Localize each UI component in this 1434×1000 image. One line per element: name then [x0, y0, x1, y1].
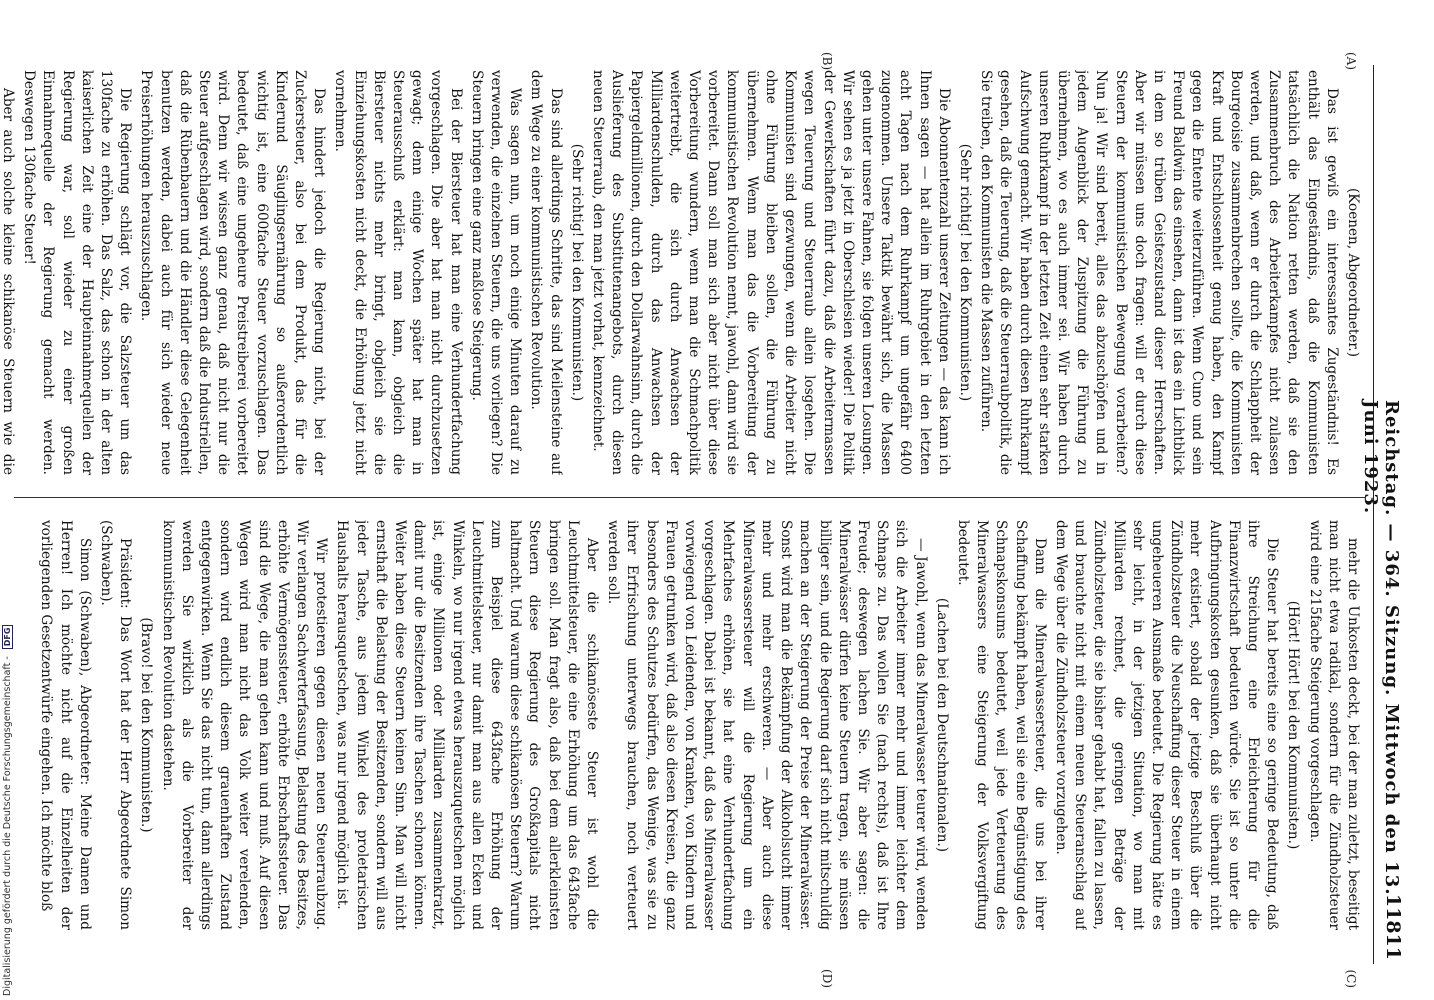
paragraph: Das sind allerdings Schritte, das sind Meilensteine auf dem Wege zu einer kommunistischen Revolution. — [528, 70, 564, 475]
page-header — [1360, 0, 1410, 1000]
paragraph: Das hindert jedoch die Regierung nicht, bei der Zuckersteuer, also bei dem Produkt, das für die Kinderund Säuglingsernährung so außerordentlich wichtig ist, eine 600fache Steuer vorzuschlagen. Das bedeutet, daß eine ungeheure Preistreiberei vorbereitet wird. Denn wir wissen ganz genau, daß nicht nur die Steuer aufgeschlagen wird, sondern daß die Industriellen, daß die Rübenbauern und die Händler diese Gelegenheit benutzen werden, dabei auch für sich wieder neue Preiserhöhungen herauszuschlagen. — [138, 70, 328, 475]
speaker-heading: (Koenen, Abgeordneter.) — [1345, 187, 1361, 358]
paragraph: Aber die schikanöseste Steuer ist wohl die Leuchtmittelsteuer, die eine Erhöhung um das 643fache bringen soll. Man fragt also, daß bei dem allerkleinsten Steuern diese Regierung des Großkapitals nicht haltmacht. Und warum diese schikanösen Steuern? Warum zum Beispiel diese 643fache Erhöhung der Leuchtmittelsteuer, nur damit man aus allen Ecken und Winkeln, wo nur irgend etwas herauszuquetschen möglich ist, einige Millionen oder Milliarden zusammenkratzt, damit nur die Besitzenden ihre Taschen schonen können. Weiter haben diese Steuern keinen Sinn. Man will nicht ernsthaft die Belastung der Besitzenden, sondern will aus jeder Tasche, aus jedem Winkel des proletarischen Haushalts herausquetschen, was nur irgend möglich ist. — [334, 520, 601, 930]
column-divider — [14, 497, 1366, 498]
margin-mark-b: (B) — [820, 52, 834, 71]
margin-mark-a: (A) — [1344, 52, 1358, 71]
interjection: (Hört! Hört! bei den Kommunisten.) — [1285, 600, 1302, 850]
paragraph: Präsident: Das Wort hat der Herr Abgeordnete Simon (Schwaben). — [98, 520, 134, 930]
paragraph: Simon (Schwaben), Abgeordneter: Meine Damen und Herren! Ich möchte nicht auf die Einzelheiten der vorliegenden Gesetzentwürfe eingehen. Ich möchte bloß — [38, 520, 93, 930]
paragraph: — Jawohl, wenn das Mineralwasser teurer wird, wenden sich die Arbeiter immer mehr und immer leichter dem Schnaps zu. Das wollen Sie (nach rechts), daß ist Ihre Freude; deswegen lachen Sie. Wir aber sagen: die Mineralwässer dürfen keine Steuern tragen, sie müssen billiger sein, und die Regierung darf sich nicht mitschuldig machen an der Steigerung der Preise der Mineralwässer. Sonst wird man die Bekämpfung der Alkoholsucht immer mehr und mehr erschweren. — Aber auch diese Mineralwassersteuer will die Regierung um ein Mehrfaches erhöhen, sie hat eine Verhundertfachung vorgeschlagen. Dabei ist bekannt, daß das Mineralwasser vorwiegend von Leidenden, von Kranken, von Kindern und Frauen getrunken wird, daß also diesen Kreisen, die ganz besonders des Schutzes bedürfen, das Wenige, was sie zu ihrer Erfrischung unterwegs brauchen, noch verteuert werden soll. — [605, 520, 929, 930]
paragraph: mehr die Unkosten deckt, bei der man zuletzt, beseitigt man nicht etwa radikal, sondern für die Zündholzsteuer wird eine 215fache Steigerung vorgeschlagen. — [1306, 520, 1361, 930]
margin-mark-d: (D) — [820, 969, 834, 988]
right-column — [0, 520, 1362, 930]
page-title: Reichstag. — 364. Sitzung. Mittwoch den 13. Juni 1923. — [1360, 400, 1402, 896]
interjection: (Sehr richtig! bei den Kommunisten.) — [568, 143, 585, 402]
paragraph: Das ist gewiß ein interessantes Zugeständnis! Es enthält das Eingeständnis, daß die Kommunisten tatsächlich die Nation retten werden, daß sie den Zusammenbruch des Arbeiterkampfes nicht zulassen werden, und daß, wenn er durch die Schlappheit der Bourgeoisie zusammenbrechen sollte, die Kommunisten Kraft und Entschlossenheit genug haben, den Kampf gegen die Entente weiterzuführen. Wenn Cuno und sein Freund Baldwin das einsehen, dann ist das ein Lichtblick in dem so trüben Geisteszustand dieser Herrschaften. Aber wir müssen uns doch fragen: will er durch diese Steuern der kommunistischen Bewegung vorarbeiten? Nun ja! Wir sind bereit, alles das abzuschöpfen und in jedem Augenblick der Zuspitzung die Führung zu übernehmen, wo es auch immer sei. Wir haben durch unseren Ruhrkampf in der letzten Zeit einen sehr starken Aufschwung gemacht. Wir haben durch diesen Ruhrkampf gesehen, daß die Teuerung, daß die Steuerraubpolitik, die Sie treiben, den Kommunisten die Massen zuführen. — [978, 70, 1340, 475]
digitization-credit — [2, 625, 13, 996]
paragraph: Die Abonnentenzahl unserer Zeitungen — das kann ich Ihnen sagen — hat allein im Ruhrgebiet in den letzten acht Tagen nach dem Ruhrkampf um ungefähr 6400 zugenommen. Unsere Taktik bewährt sich, die Massen gehen unter unsere Fahnen, sie folgen unseren Losungen. Wir sehen es ja jetzt in Oberschlesien wieder! Die Politik der Gewerkschaften führt dazu, daß die Arbeitermassen wegen Teuerung und Steuerraub allein losgehen. Die Kommunisten sind gezwungen, wenn die Arbeiter nicht ohne Führung bleiben sollen, die Führung zu übernehmen. Wenn man das die Vorbereitung der kommunistischen Revolution nennt, jawohl, dann wird sie vorbereitet. Dann soll man sich aber nicht über diese Vorbereitung wundern, wenn man die Schmachpolitik weitertreibt, die sich durch Anwachsen der Milliardenschulden, durch das Anwachsen der Papiergeldmillionen, durch den Dollarwahnsinn, durch die Auslieferung des Substitutenangebots, durch diesen neuen Steuerraub, den man jetzt vorhat, kennzeichnet. — [590, 70, 952, 475]
paragraph: Bei der Biersteuer hat man eine Verhundertfachung vorgeschlagen. Die aber hat man nicht durchzusetzen gewagt; denn einige Wochen später hat man in Steuerausschuß erklärt: man kann, obgleich die Biersteuer nichts mehr bringt, obgleich sie die Einziehungskosten nicht deckt, die Erhöhung jetzt nicht vornehmen. — [332, 70, 464, 475]
dfg-logo: DFG — [2, 625, 13, 650]
margin-mark-c: (C) — [1344, 969, 1358, 988]
paragraph: Dann die Mineralwassersteuer, die uns bei ihrer Schaffung bekämpft haben, weil sie eine Begünstigung des Schnapskonsums bedeutet, weil jede Verteuerung des Mineralwassers eine Steigerung der Volksvergiftung bedeutet. — [954, 520, 1048, 930]
paragraph: Die Regierung schlägt vor, die Salzsteuer um das 130fache zu erhöhen. Das Salz, das schon in der alten kaiserlichen Zeit eine der Haupteinnahmequellen der Regierung war, soll wieder zu einer großen Einnahmequelle der Regierung gemacht werden. Deswegen 130fache Steuer! — [21, 70, 134, 475]
interjection: (Sehr richtig! bei den Kommunisten.) — [956, 143, 973, 402]
interjection: (Bravo! bei den Kommunisten.) — [138, 617, 155, 833]
header-rule — [1373, 65, 1374, 964]
credit-text: Digitalisierung gefördert durch die Deutsche Forschungsgemeinschaft - — [2, 656, 13, 996]
page-number: 11811 — [1382, 893, 1404, 960]
paragraph: Aber auch solche kleine schikanöse Steuern wie die — [0, 88, 16, 475]
paragraph: Was sagen nun, um noch einige Minuten darauf zu verwenden, die einzelnen Steuern, die uns vorliegen? Die Steuern bringen eine ganz maßlose Steigerung. — [468, 70, 524, 475]
paragraph: Die Steuer hat bereits eine so geringe Bedeutung, daß ihre Streichung eine Erleichterung für die Finanzwirtschaft bedeuten würde. Sie ist so unter die Aufbringungskosten gesunken, daß sie überhaupt nicht mehr existiert, sobald der jetzige Beschluß über die Zündholzsteuer die Neuschaffung dieser Steuer in einem ungeheueren Ausmaße bedeutet. Die Regierung hätte es sehr leicht, in der jetzigen Situation, wo man mit Milliarden rechnet, die geringen Beträge der Zündholzsteuer, die sie bisher gehabt hat, fallen zu lassen, und brauchte nicht mit einem neuen Steueranschlag auf dem Wege über die Zündholzsteuer vorzugehen. — [1052, 520, 1281, 930]
paragraph: Wir protestieren gegen diesen neuen Steuerraubzug. Wir verlangen Sachwerterfassung, Belastung des Besitzes, erhöhte Vermögenssteuer, erhöhte Erbschaftssteuer. Das sind die Wege, die man gehen kann und muß. Auf diesen Wegen wird man nicht das Volk weiter verelenden, sondern wird endlich diesem grauenhaften Zustand entgegenwirken. Wenn Sie das nicht tun, dann allerdings werden Sie wirklich als die Vorbereiter der kommunistischen Revolution dastehen. — [159, 520, 330, 930]
left-column — [0, 70, 1362, 475]
interjection: (Lachen bei den Deutschnationalen.) — [933, 597, 950, 853]
